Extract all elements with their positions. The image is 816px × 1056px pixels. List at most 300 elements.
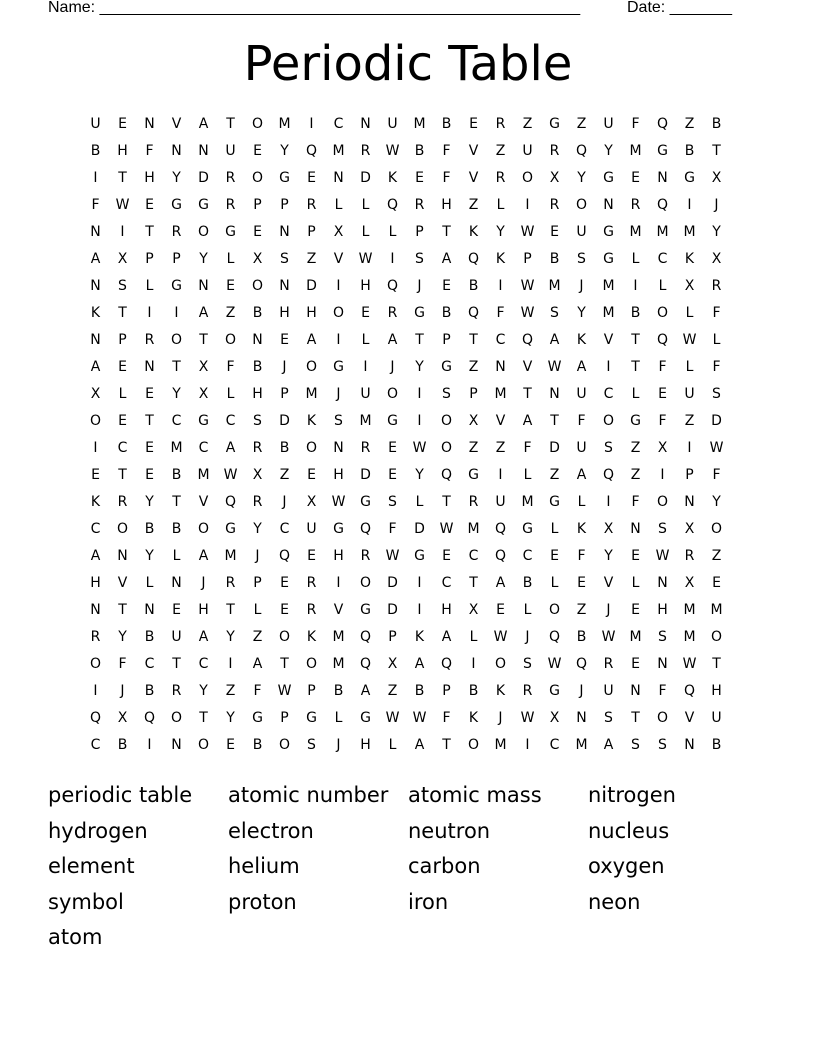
grid-letter[interactable]: I [525, 197, 530, 213]
grid-letter[interactable]: M [602, 305, 615, 321]
grid-letter[interactable]: Y [712, 224, 721, 240]
grid-letter[interactable]: C [117, 440, 128, 456]
grid-letter[interactable]: N [495, 359, 506, 375]
grid-letter[interactable]: T [712, 143, 721, 159]
grid-letter[interactable]: M [305, 386, 318, 402]
grid-letter[interactable]: T [118, 467, 127, 483]
grid-letter[interactable]: G [441, 359, 452, 375]
grid-letter[interactable]: W [682, 656, 697, 672]
grid-letter[interactable]: O [305, 359, 318, 375]
grid-letter[interactable]: Y [577, 170, 586, 186]
grid-letter[interactable]: Z [549, 467, 560, 483]
grid-letter[interactable]: Z [495, 143, 506, 159]
grid-letter[interactable]: G [414, 548, 425, 564]
grid-letter[interactable]: T [172, 656, 181, 672]
grid-letter[interactable]: K [306, 413, 317, 429]
grid-letter[interactable]: C [90, 737, 101, 753]
grid-letter[interactable]: E [118, 413, 127, 429]
grid-letter[interactable]: D [198, 170, 209, 186]
grid-letter[interactable]: M [467, 521, 480, 537]
grid-letter[interactable]: F [442, 143, 451, 159]
grid-letter[interactable]: A [198, 548, 209, 564]
grid-letter[interactable]: G [360, 710, 371, 726]
grid-letter[interactable]: Q [359, 656, 372, 672]
grid-letter[interactable]: B [171, 467, 182, 483]
grid-letter[interactable]: L [415, 494, 424, 510]
grid-letter[interactable]: V [468, 143, 479, 159]
grid-letter[interactable]: T [469, 332, 478, 348]
grid-letter[interactable]: L [361, 224, 370, 240]
grid-letter[interactable]: W [520, 710, 535, 726]
grid-letter[interactable]: Z [576, 116, 587, 132]
grid-letter[interactable]: Y [199, 251, 208, 267]
grid-letter[interactable]: L [253, 602, 262, 618]
grid-letter[interactable]: R [171, 683, 182, 699]
grid-letter[interactable]: K [306, 629, 317, 645]
grid-letter[interactable]: L [685, 305, 694, 321]
grid-letter[interactable]: U [171, 629, 182, 645]
grid-letter[interactable]: R [414, 197, 425, 213]
grid-letter[interactable]: Y [415, 467, 424, 483]
grid-letter[interactable]: Z [630, 440, 641, 456]
grid-letter[interactable]: P [469, 386, 478, 402]
grid-letter[interactable]: X [684, 575, 695, 591]
grid-letter[interactable]: M [548, 278, 561, 294]
grid-letter[interactable]: G [549, 116, 560, 132]
grid-letter[interactable]: U [360, 386, 371, 402]
grid-letter[interactable]: K [414, 629, 425, 645]
grid-letter[interactable]: S [388, 494, 397, 510]
grid-letter[interactable]: V [603, 575, 614, 591]
grid-letter[interactable]: J [282, 359, 287, 375]
grid-letter[interactable]: H [441, 197, 452, 213]
grid-letter[interactable]: V [117, 575, 128, 591]
grid-letter[interactable]: M [413, 116, 426, 132]
grid-letter[interactable]: O [521, 170, 534, 186]
grid-letter[interactable]: B [252, 305, 263, 321]
grid-letter[interactable]: S [118, 278, 127, 294]
grid-letter[interactable]: C [171, 413, 182, 429]
grid-letter[interactable]: G [657, 143, 668, 159]
grid-letter[interactable]: Y [415, 359, 424, 375]
grid-letter[interactable]: F [145, 143, 154, 159]
grid-letter[interactable]: L [496, 197, 505, 213]
grid-letter[interactable]: I [336, 332, 341, 348]
grid-letter[interactable]: R [603, 656, 614, 672]
grid-letter[interactable]: W [547, 656, 562, 672]
grid-letter[interactable]: N [144, 602, 155, 618]
grid-letter[interactable]: G [603, 251, 614, 267]
grid-letter[interactable]: S [442, 386, 451, 402]
grid-letter[interactable]: X [306, 494, 317, 510]
grid-letter[interactable]: R [90, 629, 101, 645]
grid-letter[interactable]: R [522, 683, 533, 699]
grid-letter[interactable]: Z [279, 467, 290, 483]
grid-letter[interactable]: R [117, 494, 128, 510]
grid-letter[interactable]: E [388, 467, 397, 483]
grid-letter[interactable]: F [712, 467, 721, 483]
grid-letter[interactable]: Q [143, 710, 156, 726]
grid-letter[interactable]: Q [440, 656, 453, 672]
grid-letter[interactable]: T [523, 386, 532, 402]
grid-letter[interactable]: X [90, 386, 101, 402]
grid-letter[interactable]: K [495, 251, 506, 267]
grid-letter[interactable]: E [226, 737, 235, 753]
grid-letter[interactable]: R [360, 440, 371, 456]
grid-letter[interactable]: O [494, 656, 507, 672]
grid-letter[interactable]: W [412, 710, 427, 726]
grid-letter[interactable]: M [629, 629, 642, 645]
grid-letter[interactable]: T [631, 710, 640, 726]
grid-letter[interactable]: O [386, 386, 399, 402]
grid-letter[interactable]: S [604, 710, 613, 726]
grid-letter[interactable]: F [712, 359, 721, 375]
grid-letter[interactable]: R [225, 197, 236, 213]
grid-letter[interactable]: G [279, 170, 290, 186]
grid-letter[interactable]: B [333, 683, 344, 699]
grid-letter[interactable]: E [145, 386, 154, 402]
grid-letter[interactable]: E [253, 143, 262, 159]
grid-letter[interactable]: I [93, 170, 98, 186]
grid-letter[interactable]: A [252, 656, 263, 672]
grid-letter[interactable]: Q [467, 305, 480, 321]
grid-letter[interactable]: A [414, 656, 425, 672]
grid-letter[interactable]: T [118, 602, 127, 618]
grid-letter[interactable]: Z [468, 440, 479, 456]
grid-letter[interactable]: F [523, 440, 532, 456]
grid-letter[interactable]: R [306, 197, 317, 213]
grid-letter[interactable]: X [198, 386, 209, 402]
grid-letter[interactable]: E [577, 575, 586, 591]
grid-letter[interactable]: A [90, 251, 101, 267]
grid-letter[interactable]: N [198, 143, 209, 159]
grid-letter[interactable]: M [494, 386, 507, 402]
grid-letter[interactable]: M [575, 737, 588, 753]
name-field-label[interactable]: Name: ______________________________________________________ [48, 0, 581, 16]
grid-letter[interactable]: E [712, 575, 721, 591]
grid-letter[interactable]: M [224, 548, 237, 564]
grid-letter[interactable]: E [145, 467, 154, 483]
grid-letter[interactable]: N [279, 224, 290, 240]
grid-letter[interactable]: Q [305, 143, 318, 159]
grid-letter[interactable]: G [306, 710, 317, 726]
grid-letter[interactable]: V [198, 494, 209, 510]
grid-letter[interactable]: B [414, 143, 425, 159]
grid-letter[interactable]: Y [145, 494, 154, 510]
grid-letter[interactable]: H [333, 467, 344, 483]
grid-letter[interactable]: G [171, 278, 182, 294]
grid-letter[interactable]: E [496, 602, 505, 618]
grid-letter[interactable]: O [251, 170, 264, 186]
grid-letter[interactable]: T [280, 656, 289, 672]
grid-letter[interactable]: T [172, 359, 181, 375]
grid-letter[interactable]: I [498, 467, 503, 483]
grid-letter[interactable]: W [277, 683, 292, 699]
grid-letter[interactable]: A [306, 332, 317, 348]
grid-letter[interactable]: O [305, 440, 318, 456]
grid-letter[interactable]: J [336, 386, 341, 402]
grid-letter[interactable]: R [225, 170, 236, 186]
grid-letter[interactable]: I [417, 575, 422, 591]
grid-letter[interactable]: F [712, 305, 721, 321]
grid-letter[interactable]: K [90, 305, 101, 321]
date-field-label[interactable]: Date: _______ [627, 0, 732, 16]
grid-letter[interactable]: A [360, 683, 371, 699]
grid-letter[interactable]: T [118, 305, 127, 321]
grid-letter[interactable]: I [336, 278, 341, 294]
grid-letter[interactable]: L [226, 386, 235, 402]
grid-letter[interactable]: Z [306, 251, 317, 267]
grid-letter[interactable]: D [306, 278, 317, 294]
grid-letter[interactable]: T [415, 332, 424, 348]
grid-letter[interactable]: M [683, 224, 696, 240]
grid-letter[interactable]: U [603, 116, 614, 132]
grid-letter[interactable]: I [363, 359, 368, 375]
grid-letter[interactable]: O [116, 521, 129, 537]
grid-letter[interactable]: H [117, 143, 128, 159]
grid-letter[interactable]: D [549, 440, 560, 456]
grid-letter[interactable]: U [711, 710, 722, 726]
grid-letter[interactable]: H [306, 305, 317, 321]
grid-letter[interactable]: R [360, 143, 371, 159]
grid-letter[interactable]: C [198, 656, 209, 672]
grid-letter[interactable]: L [685, 359, 694, 375]
grid-letter[interactable]: N [684, 737, 695, 753]
grid-letter[interactable]: F [631, 116, 640, 132]
grid-letter[interactable]: O [440, 440, 453, 456]
grid-letter[interactable]: G [360, 494, 371, 510]
grid-letter[interactable]: A [576, 359, 587, 375]
grid-letter[interactable]: Z [468, 359, 479, 375]
grid-letter[interactable]: Z [522, 116, 533, 132]
grid-letter[interactable]: C [657, 251, 668, 267]
grid-letter[interactable]: S [280, 251, 289, 267]
grid-letter[interactable]: B [441, 305, 452, 321]
grid-letter[interactable]: G [522, 521, 533, 537]
grid-letter[interactable]: F [658, 683, 667, 699]
grid-letter[interactable]: Z [576, 602, 587, 618]
grid-letter[interactable]: F [388, 521, 397, 537]
grid-letter[interactable]: M [197, 467, 210, 483]
grid-letter[interactable]: F [658, 359, 667, 375]
grid-letter[interactable]: M [521, 494, 534, 510]
grid-letter[interactable]: T [145, 413, 154, 429]
grid-letter[interactable]: J [525, 629, 530, 645]
grid-letter[interactable]: E [172, 602, 181, 618]
grid-letter[interactable]: W [385, 143, 400, 159]
grid-letter[interactable]: Y [604, 548, 613, 564]
grid-letter[interactable]: T [199, 710, 208, 726]
grid-letter[interactable]: R [549, 197, 560, 213]
grid-letter[interactable]: W [601, 629, 616, 645]
grid-letter[interactable]: N [90, 278, 101, 294]
grid-letter[interactable]: R [360, 548, 371, 564]
grid-letter[interactable]: G [198, 413, 209, 429]
grid-letter[interactable]: E [658, 386, 667, 402]
grid-letter[interactable]: J [714, 197, 719, 213]
grid-letter[interactable]: W [520, 278, 535, 294]
grid-letter[interactable]: E [307, 548, 316, 564]
grid-letter[interactable]: L [550, 521, 559, 537]
grid-letter[interactable]: E [442, 278, 451, 294]
grid-letter[interactable]: O [440, 413, 453, 429]
grid-letter[interactable]: U [522, 143, 533, 159]
grid-letter[interactable]: O [710, 629, 723, 645]
grid-letter[interactable]: J [390, 359, 395, 375]
grid-letter[interactable]: B [468, 683, 479, 699]
grid-letter[interactable]: F [226, 359, 235, 375]
grid-letter[interactable]: G [198, 197, 209, 213]
grid-letter[interactable]: B [414, 683, 425, 699]
grid-letter[interactable]: P [253, 197, 262, 213]
grid-letter[interactable]: B [711, 737, 722, 753]
grid-letter[interactable]: I [417, 386, 422, 402]
grid-letter[interactable]: Q [494, 548, 507, 564]
grid-letter[interactable]: F [577, 413, 586, 429]
grid-letter[interactable]: O [197, 521, 210, 537]
grid-letter[interactable]: R [171, 224, 182, 240]
grid-letter[interactable]: I [687, 440, 692, 456]
grid-letter[interactable]: P [415, 224, 424, 240]
grid-letter[interactable]: O [332, 305, 345, 321]
grid-letter[interactable]: B [144, 683, 155, 699]
grid-letter[interactable]: L [631, 251, 640, 267]
grid-letter[interactable]: T [631, 332, 640, 348]
grid-letter[interactable]: E [118, 359, 127, 375]
grid-letter[interactable]: A [522, 413, 533, 429]
grid-letter[interactable]: M [683, 629, 696, 645]
grid-letter[interactable]: Q [656, 116, 669, 132]
grid-letter[interactable]: F [91, 197, 100, 213]
grid-letter[interactable]: L [631, 386, 640, 402]
grid-letter[interactable]: V [603, 332, 614, 348]
grid-letter[interactable]: N [198, 278, 209, 294]
grid-letter[interactable]: E [145, 197, 154, 213]
grid-letter[interactable]: X [468, 413, 479, 429]
grid-letter[interactable]: O [224, 332, 237, 348]
grid-letter[interactable]: B [171, 521, 182, 537]
grid-letter[interactable]: G [387, 413, 398, 429]
grid-letter[interactable]: S [415, 251, 424, 267]
grid-letter[interactable]: B [144, 629, 155, 645]
grid-letter[interactable]: L [172, 548, 181, 564]
grid-letter[interactable]: Y [226, 710, 235, 726]
grid-letter[interactable]: G [684, 170, 695, 186]
grid-letter[interactable]: Q [656, 197, 669, 213]
grid-letter[interactable]: W [493, 629, 508, 645]
grid-letter[interactable]: I [417, 413, 422, 429]
grid-letter[interactable]: G [603, 224, 614, 240]
grid-letter[interactable]: G [252, 710, 263, 726]
grid-letter[interactable]: I [336, 575, 341, 591]
grid-letter[interactable]: V [333, 602, 344, 618]
grid-letter[interactable]: Y [172, 386, 181, 402]
grid-letter[interactable]: E [631, 548, 640, 564]
grid-letter[interactable]: O [656, 494, 669, 510]
grid-letter[interactable]: F [442, 710, 451, 726]
grid-letter[interactable]: K [90, 494, 101, 510]
grid-letter[interactable]: G [225, 521, 236, 537]
grid-letter[interactable]: X [657, 440, 668, 456]
grid-letter[interactable]: M [332, 656, 345, 672]
grid-letter[interactable]: U [576, 386, 587, 402]
grid-letter[interactable]: N [171, 737, 182, 753]
grid-letter[interactable]: T [442, 224, 451, 240]
grid-letter[interactable]: I [120, 224, 125, 240]
grid-letter[interactable]: Z [468, 197, 479, 213]
grid-letter[interactable]: Z [252, 629, 263, 645]
grid-letter[interactable]: L [712, 332, 721, 348]
grid-letter[interactable]: L [334, 197, 343, 213]
grid-letter[interactable]: I [471, 656, 476, 672]
grid-letter[interactable]: B [441, 116, 452, 132]
grid-letter[interactable]: P [280, 710, 289, 726]
grid-letter[interactable]: P [442, 683, 451, 699]
grid-letter[interactable]: M [683, 602, 696, 618]
grid-letter[interactable]: L [577, 494, 586, 510]
grid-letter[interactable]: O [278, 629, 291, 645]
grid-letter[interactable]: C [522, 548, 533, 564]
grid-letter[interactable]: P [307, 224, 316, 240]
grid-letter[interactable]: N [684, 494, 695, 510]
grid-letter[interactable]: S [577, 251, 586, 267]
grid-letter[interactable]: B [252, 359, 263, 375]
grid-letter[interactable]: D [279, 413, 290, 429]
grid-letter[interactable]: A [576, 467, 587, 483]
grid-letter[interactable]: X [468, 602, 479, 618]
grid-letter[interactable]: N [630, 521, 641, 537]
grid-letter[interactable]: G [414, 305, 425, 321]
grid-letter[interactable]: G [333, 521, 344, 537]
grid-letter[interactable]: P [442, 332, 451, 348]
grid-letter[interactable]: T [145, 224, 154, 240]
grid-letter[interactable]: H [333, 548, 344, 564]
grid-letter[interactable]: W [331, 494, 346, 510]
grid-letter[interactable]: C [603, 386, 614, 402]
grid-letter[interactable]: W [520, 305, 535, 321]
grid-letter[interactable]: I [660, 467, 665, 483]
grid-letter[interactable]: T [172, 494, 181, 510]
grid-letter[interactable]: C [333, 116, 344, 132]
grid-letter[interactable]: X [603, 521, 614, 537]
grid-letter[interactable]: A [90, 359, 101, 375]
grid-letter[interactable]: S [253, 413, 262, 429]
grid-letter[interactable]: N [279, 278, 290, 294]
grid-letter[interactable]: M [710, 602, 723, 618]
grid-letter[interactable]: E [307, 467, 316, 483]
grid-letter[interactable]: I [687, 197, 692, 213]
grid-letter[interactable]: N [90, 602, 101, 618]
grid-letter[interactable]: R [684, 548, 695, 564]
grid-letter[interactable]: E [280, 602, 289, 618]
grid-letter[interactable]: B [468, 278, 479, 294]
grid-letter[interactable]: L [523, 602, 532, 618]
grid-letter[interactable]: U [603, 683, 614, 699]
grid-letter[interactable]: A [198, 116, 209, 132]
grid-letter[interactable]: B [684, 143, 695, 159]
grid-letter[interactable]: P [523, 251, 532, 267]
grid-letter[interactable]: E [226, 278, 235, 294]
grid-letter[interactable]: Y [172, 170, 181, 186]
grid-letter[interactable]: M [332, 143, 345, 159]
grid-letter[interactable]: S [631, 737, 640, 753]
grid-letter[interactable]: Z [387, 683, 398, 699]
grid-letter[interactable]: N [144, 359, 155, 375]
grid-letter[interactable]: T [469, 575, 478, 591]
grid-letter[interactable]: H [711, 683, 722, 699]
grid-letter[interactable]: I [606, 359, 611, 375]
grid-letter[interactable]: N [333, 440, 344, 456]
